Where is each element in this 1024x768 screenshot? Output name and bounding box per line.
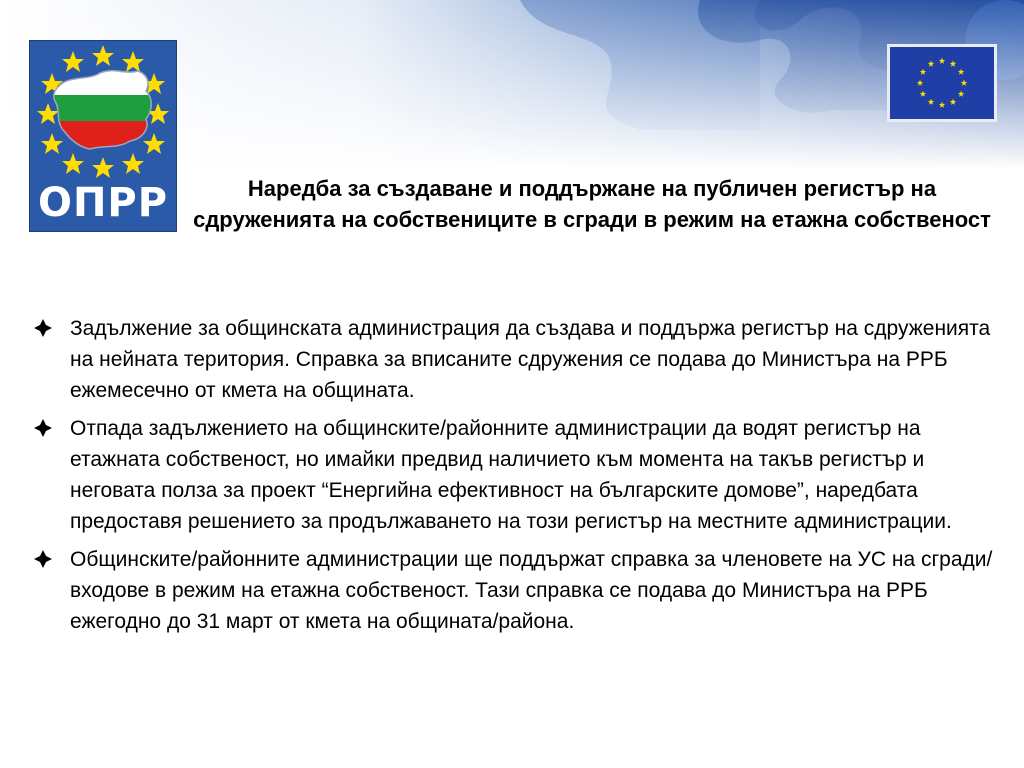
eu-star-icon [928, 99, 934, 105]
eu-star-icon [928, 61, 934, 67]
eu-star-icon [939, 102, 945, 108]
logo-text: ОПРР [37, 180, 169, 226]
diamond-bullet-icon [32, 317, 54, 339]
eu-star-icon [917, 80, 923, 86]
diamond-bullet-icon [32, 548, 54, 570]
eu-star-icon [950, 99, 956, 105]
eu-star-icon [958, 69, 964, 75]
eu-star-icon [939, 58, 945, 64]
list-item [32, 544, 997, 637]
diamond-bullet-icon [32, 417, 54, 439]
eu-star-icon [920, 91, 926, 97]
bullet-list [32, 313, 997, 644]
eu-stars-circle [890, 47, 994, 119]
bullet-text: Задължение за общинската администрация да създава и поддържа регистър на сдруженията на нейната територия. Справка за вписаните сдружения се подава до Министъра на РРБ ежемесечно от кмета на общината. [70, 317, 991, 402]
page-title: Наредба за създаване и поддържане на публичен регистър на сдруженията на собствениците в сгради в режим на етажна собственост [193, 176, 991, 232]
eu-star-icon [920, 69, 926, 75]
eu-flag-icon [887, 44, 997, 122]
eu-star-icon [958, 91, 964, 97]
bulgaria-map-with-eu-stars-icon [30, 41, 176, 181]
bullet-text: Отпада задължението на общинските/районните администрации да водят регистър на етажната собственост, но имайки предвид наличието към момента на такъв регистър и неговата полза за проект “Енергийна ефективност на българските домове”, наредбата предоставя решението за продължаването на този регистър на местните администрации. [70, 417, 952, 533]
list-item [32, 413, 997, 537]
oprr-logo [29, 40, 177, 232]
bullet-text: Общинските/районните администрации ще поддържат справка за членовете на УС на сгради/входове в режим на етажна собственост. Тази справка се подава до Министъра на РРБ ежегодно до 31 март от кмета на общината/района. [70, 548, 993, 633]
list-item [32, 313, 997, 406]
eu-star-icon [961, 80, 967, 86]
eu-star-icon [950, 61, 956, 67]
